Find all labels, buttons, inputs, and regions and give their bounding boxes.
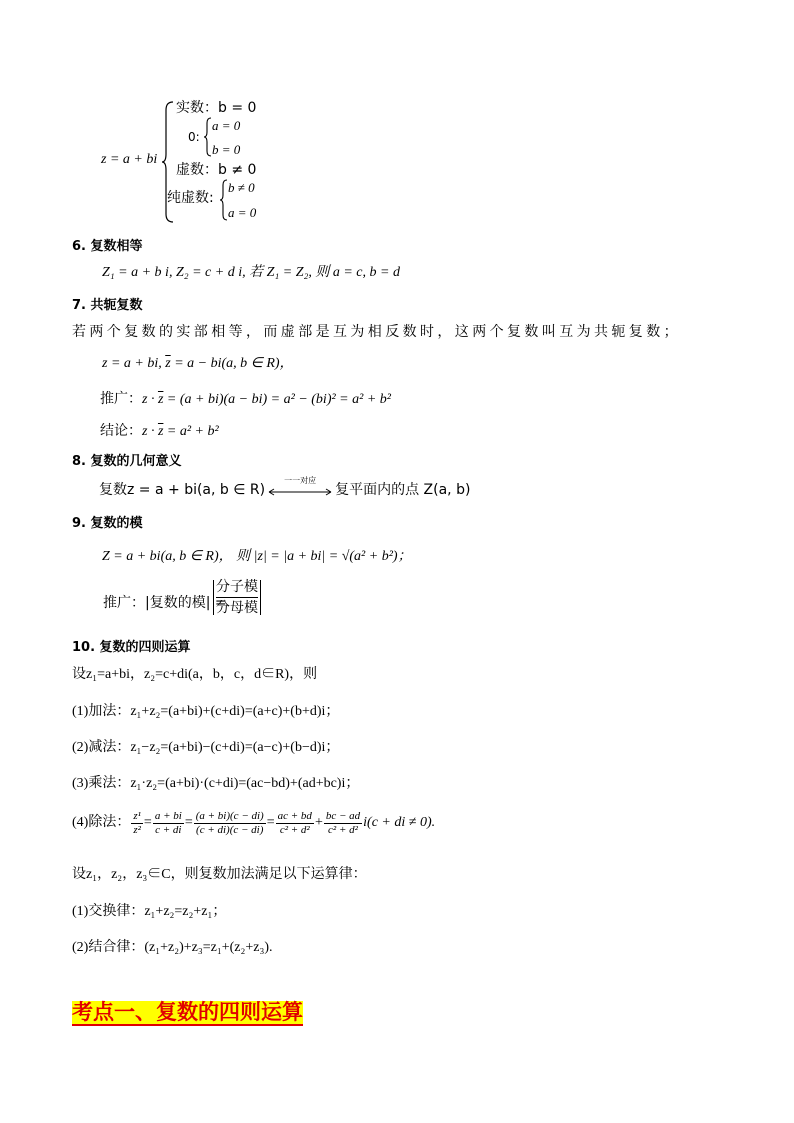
- zero-cond-b: b = 0: [212, 142, 241, 157]
- division-frac-imag: [324, 810, 362, 836]
- zero-label: 0:: [188, 130, 200, 144]
- frac-ab-den: c + di: [155, 823, 182, 836]
- division-frac-ab: [153, 810, 184, 836]
- extension-label: 推广：: [100, 391, 142, 407]
- frac-imag-num: bc − ad: [325, 810, 361, 822]
- section-8-heading: 8. 复数的几何意义: [72, 454, 182, 469]
- multiplication-rule: (3)乘法：z₁·z₂=(a+bi)·(c+di)=(ac−bd)+(ad+bc)i；: [72, 776, 360, 791]
- ext-part1: z ·: [142, 392, 158, 407]
- division-frac-real: [276, 810, 314, 836]
- complex-number-expression: 复数z = a + bi(a, b ∈ R): [99, 482, 266, 498]
- conjugate-formula: [102, 357, 294, 371]
- modulus-formula: Z = a + bi(a, b ∈ R)， 则 |z| = |a + bi| = √(a² + b²)；: [102, 549, 412, 564]
- frac-expanded-num: (a + bi)(c − di): [195, 810, 264, 822]
- pure-imaginary-label: 纯虚数:: [167, 190, 214, 206]
- geometric-meaning: [99, 476, 471, 498]
- section-10-heading: 10. 复数的四则运算: [72, 640, 191, 655]
- equality-formula: Z₁ = a + b i, Z₂ = c + d i, 若 Z₁ = Z₂, 则 a = c, b = d: [102, 265, 400, 280]
- section-6-heading: 6. 复数相等: [72, 239, 143, 254]
- ext-part2: = (a + bi)(a − bi) = a² − (bi)² = a² + b²: [163, 392, 391, 407]
- conjugate-definition-text: 若两个复数的实部相等，而虚部是互为相反数时，这两个复数叫互为共轭复数；: [72, 324, 681, 340]
- imaginary-line: 虚数：b ≠ 0: [176, 162, 257, 178]
- laws-intro: 设z₁，z₂，z₃∈C，则复数加法满足以下运算律：: [72, 867, 367, 882]
- frac-imag-den: c² + d²: [328, 823, 358, 836]
- zero-cond-a: a = 0: [212, 118, 241, 133]
- pure-cond-b: a = 0: [228, 205, 257, 220]
- conj-def-part2: = a − bi(a, b ∈ R)，: [170, 356, 294, 371]
- addition-rule: (1)加法：z₁+z₂=(a+bi)+(c+di)=(a+c)+(b+d)i；: [72, 704, 340, 719]
- division-frac-expanded: [194, 810, 266, 836]
- division-label: (4)除法：: [72, 815, 131, 831]
- ext-z-bar: $\overline{z}$: [157, 392, 164, 407]
- complex-plane-point: 复平面内的点 Z(a, b): [335, 482, 471, 498]
- frac-ab-num: a + bi: [154, 810, 182, 822]
- con-z-bar: $\overline{z}$: [157, 424, 164, 439]
- real-number-line: 实数：b = 0: [176, 100, 257, 116]
- commutative-law: (1)交换律：z₁+z₂=z₂+z₁；: [72, 904, 227, 919]
- con-part2: = a² + b²: [163, 424, 219, 439]
- modulus-ext-label: 推广：: [103, 595, 145, 611]
- one-to-one-arrow: [267, 476, 333, 496]
- numerator-modulus: 分子模: [216, 580, 258, 598]
- modulus-fraction: [213, 580, 261, 615]
- conjugate-extension: [100, 392, 391, 407]
- frac-real-den: c² + d²: [279, 823, 310, 836]
- section-7-heading: 7. 共轭复数: [72, 298, 143, 313]
- frac-z-num: z¹: [133, 810, 141, 822]
- section-9-heading: 9. 复数的模: [72, 516, 143, 531]
- frac-real-num: ac + bd: [277, 810, 312, 822]
- division-frac-z: [131, 810, 143, 836]
- section-title-exam-point: 考点一、复数的四则运算: [72, 1000, 303, 1024]
- division-rule: (4)除法： $\frac{\text{z¹}}{\text{z²}}$ = $\frac{a + bi}{c + di}$ = $\frac{(a + bi)(c - di)}{(c + di)(c - di)}$ = $\frac{ac + bd}{\text{c² + d²}}$ + $\frac{bc - ad}{\text{c² + d²}}$ i(c + di ≠ 0).: [72, 810, 436, 836]
- denominator-modulus: 分母模: [216, 600, 258, 616]
- subtraction-rule: (2)减法：z₁−z₂=(a+bi)−(c+di)=(a−c)+(b−d)i；: [72, 740, 340, 755]
- modulus-extension: [103, 596, 227, 610]
- classification-lhs: z = a + bi: [101, 152, 158, 167]
- frac-z-den: z²: [133, 823, 141, 836]
- division-tail: i(c + di ≠ 0).: [363, 815, 436, 831]
- double-arrow-icon: [267, 484, 333, 496]
- conjugate-conclusion: [100, 424, 219, 439]
- con-part1: z ·: [142, 424, 158, 439]
- conj-def-part1: z = a + bi,: [102, 356, 166, 371]
- conclusion-label: 结论：: [100, 423, 142, 439]
- associative-law: (2)结合律：(z₁+z₂)+z₃=z₁+(z₂+z₃).: [72, 940, 273, 955]
- frac-expanded-den: (c + di)(c − di): [196, 823, 264, 836]
- conj-z-bar: $\overline{z}$: [165, 356, 171, 371]
- arrow-label: 一一对应: [284, 476, 317, 485]
- operations-intro: 设z₁=a+bi，z₂=c+di(a，b，c，d∈R)，则: [72, 667, 318, 682]
- modulus-of-complex: |复数的模| =: [145, 595, 227, 611]
- pure-cond-a: b ≠ 0: [228, 180, 255, 195]
